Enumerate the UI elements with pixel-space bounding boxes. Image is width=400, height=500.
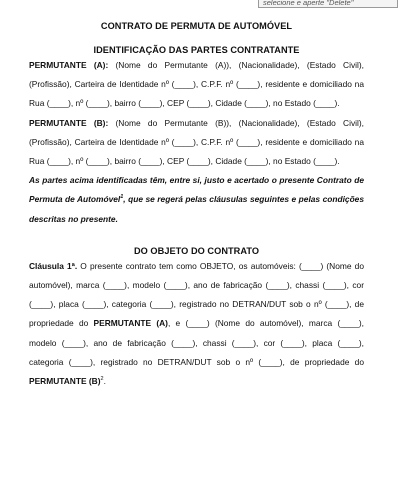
footnote-ref-2: 2	[100, 376, 104, 383]
party-b-label: PERMUTANTE (B):	[29, 117, 109, 128]
document-body	[29, 21, 364, 391]
clause-1-party-a: PERMUTANTE (A)	[93, 318, 168, 329]
clause-1-party-b: PERMUTANTE (B)	[29, 376, 101, 387]
contract-title: CONTRATO DE PERMUTA DE AUTOMÓVEL	[100, 21, 293, 31]
delete-hint-box: selecione e aperte "Delete"	[258, 0, 398, 8]
party-a-label: PERMUTANTE (A):	[29, 60, 109, 70]
clause-1-label: Cláusula 1ª.	[29, 260, 78, 271]
party-a-paragraph	[29, 56, 364, 114]
clause-1-paragraph	[29, 257, 364, 391]
clause-1-text-part1: O presente contrato tem como OBJETO, os automóveis: (____) (Nome do automóvel), marca (____), modelo (____), ano de fabricação (____), chassi (____), cor (____), placa (____), categoria (____), registrado no DETRAN/DUT sob o nº (____), de propriedade do	[29, 260, 364, 329]
party-b-paragraph	[29, 114, 364, 172]
party-a-text: (Nome do Permutante (A)), (Nacionalidade), (Estado Civil), (Profissão), Carteira de Identidade nº (____), C.P.F. nº (____), residente e domiciliado na Rua (____), nº (____), bairro (____), CEP (____), Cidade (____), no Estado (____).	[29, 60, 364, 109]
agreement-paragraph	[29, 171, 364, 229]
section-title-identification: IDENTIFICAÇÃO DAS PARTES CONTRATANTE	[93, 45, 300, 55]
clause-1-text-part2: , e (____) (Nome do automóvel), marca (____), modelo (____), ano de fabricação (____), chassi (____), cor (____), placa (____), categoria (____), registrado no DETRAN/DUT sob o nº (____), de propriedade do	[29, 318, 364, 367]
clause-1-end: .	[103, 376, 106, 387]
party-b-text: (Nome do Permutante (B)), (Nacionalidade), (Estado Civil), (Profissão), Carteira de Identidade nº (____), C.P.F. nº (____), residente e domiciliado na Rua (____), nº (____), bairro (____), CEP (____), Cidade (____), no Estado (____).	[29, 117, 364, 167]
agreement-text-after: , que se regerá pelas cláusulas seguintes e pelas condições descritas no presente.	[29, 194, 365, 224]
footnote-ref-1: 1	[120, 194, 124, 201]
agreement-text-before: As partes acima identificadas têm, entre si, justo e acertado o presente Contrato de Permuta de Automóvel	[29, 175, 364, 205]
section-title-object: DO OBJETO DO CONTRATO	[133, 245, 260, 256]
